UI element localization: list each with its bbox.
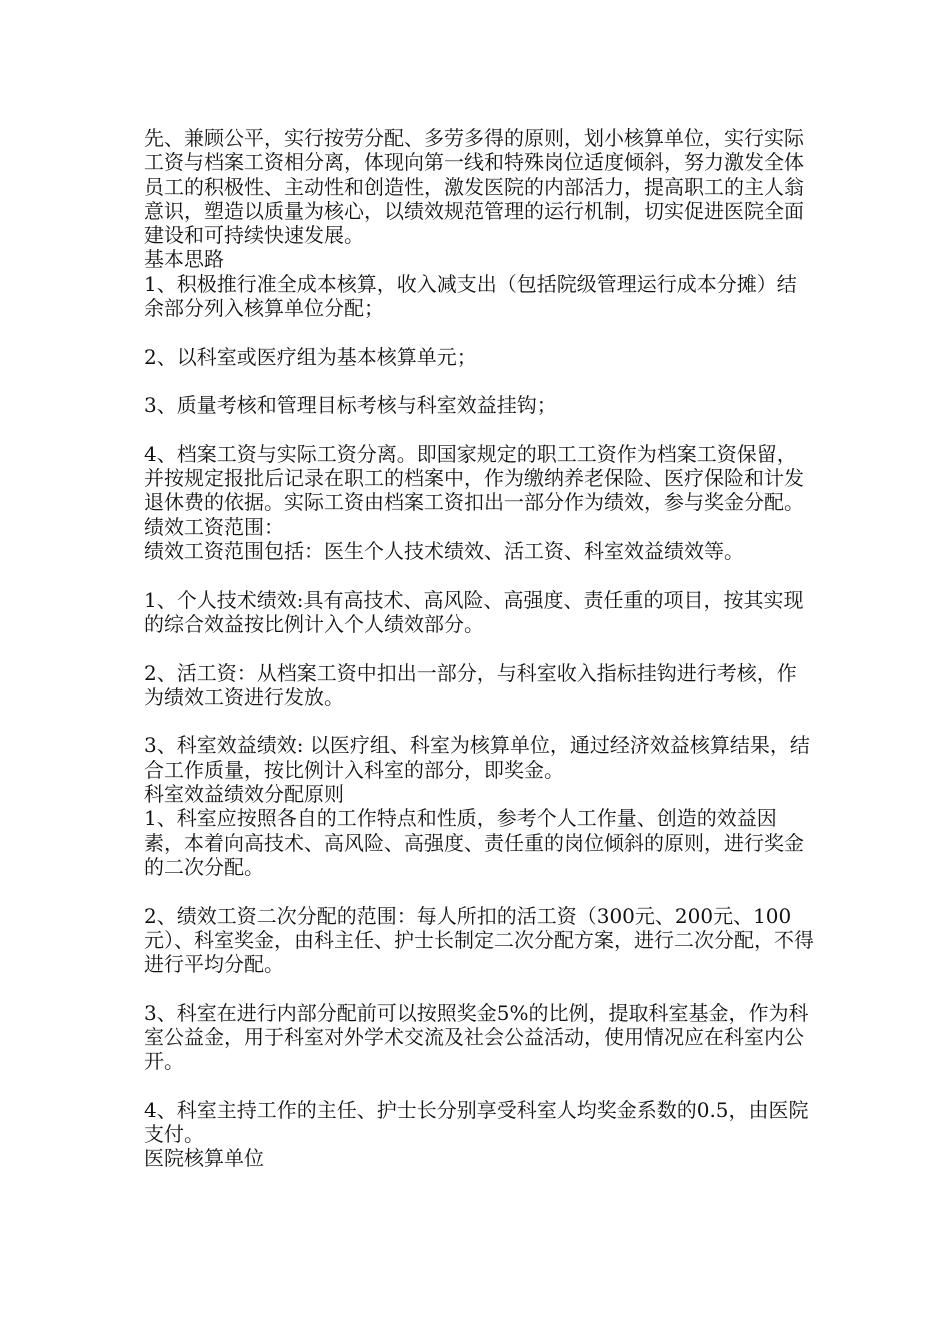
section-heading-accounting-units: 医院核算单位 (144, 1146, 264, 1171)
intro-paragraph: 先、兼顾公平，实行按劳分配、多劳多得的原则，划小核算单位，实行实际工资与档案工资相分离，体现向第一线和特殊岗位适度倾斜，努力激发全体员工的积极性、主动性和创造性，激发医院的内部活力，提高职工的主人翁意识，塑造以质量为核心，以绩效规范管理的运行机制，切实促进医院全面建设和可持续快速发展。 (144, 126, 804, 248)
paragraph-gap (144, 563, 814, 587)
list-item: 3、科室在进行内部分配前可以按照奖金5%的比例，提取科室基金，作为科室公益金，用于科室对外学术交流及社会公益活动，使用情况应在科室内公开。 (144, 1000, 809, 1074)
paragraph-gap (144, 709, 814, 733)
paragraph-gap (144, 976, 814, 1000)
list-item: 3、质量考核和管理目标考核与科室效益挂钩； (144, 393, 557, 418)
list-item: 2、活工资：从档案工资中扣出一部分，与科室收入指标挂钩进行考核，作为绩效工资进行发放。 (144, 660, 797, 709)
paragraph-gap (144, 879, 814, 903)
paragraph-gap (144, 369, 814, 393)
section-heading-performance-scope: 绩效工资范围： (144, 514, 284, 539)
list-item: 2、绩效工资二次分配的范围：每人所扣的活工资（300元、200元、100元）、科室奖金，由科主任、护士长制定二次分配方案，进行二次分配，不得进行平均分配。 (144, 903, 814, 977)
paragraph-gap (144, 1074, 814, 1098)
list-item: 1、个人技术绩效:具有高技术、高风险、高强度、责任重的项目，按其实现的综合效益按比例计入个人绩效部分。 (144, 587, 804, 636)
list-item: 3、科室效益绩效: 以医疗组、科室为核算单位，通过经济效益核算结果，结合工作质量，按比例计入科室的部分，即奖金。 (144, 733, 810, 782)
list-item: 1、科室应按照各自的工作特点和性质，参考个人工作量、创造的效益因素，本着向高技术、高风险、高强度、责任重的岗位倾斜的原则，进行奖金的二次分配。 (144, 806, 804, 879)
paragraph-gap (144, 418, 814, 442)
list-item: 2、以科室或医疗组为基本核算单元； (144, 344, 477, 369)
paragraph-gap (144, 320, 814, 344)
section-heading-basic-approach: 基本思路 (144, 247, 224, 272)
list-item: 4、档案工资与实际工资分离。即国家规定的职工工资作为档案工资保留，并按规定报批后记录在职工的档案中，作为缴纳养老保险、医疗保险和计发退休费的依据。实际工资由档案工资扣出一部分作为绩效，参与奖金分配。 (144, 441, 804, 515)
list-item: 4、科室主持工作的主任、护士长分别享受科室人均奖金系数的0.5，由医院支付。 (144, 1097, 809, 1147)
paragraph-gap (144, 636, 814, 660)
section-summary: 绩效工资范围包括：医生个人技术绩效、活工资、科室效益绩效等。 (144, 539, 744, 564)
list-item: 1、积极推行准全成本核算，收入减支出（包括院级管理运行成本分摊）结余部分列入核算单位分配； (144, 271, 797, 321)
section-heading-distribution-principles: 科室效益绩效分配原则 (144, 782, 344, 807)
document-body (144, 126, 814, 1171)
